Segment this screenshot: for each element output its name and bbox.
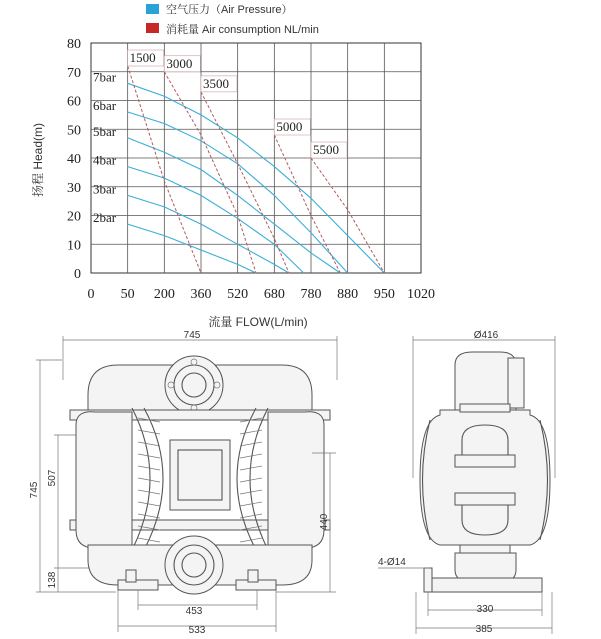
consumption-label-3500: 3500 xyxy=(203,75,229,91)
pressure-label-7bar: 7bar xyxy=(93,69,117,85)
consumption-label-1500: 1500 xyxy=(129,50,156,65)
performance-chart xyxy=(30,37,435,329)
rib-left xyxy=(138,430,160,434)
rib-right xyxy=(240,502,262,506)
legend-label-air-pressure: 空气压力（Air Pressure） xyxy=(166,4,293,16)
consumption-label-5500: 5500 xyxy=(313,142,339,157)
x-axis-label: 流量 FLOW(L/min) xyxy=(208,315,308,329)
y-tick-label: 70 xyxy=(67,65,81,81)
x-tick-label: 780 xyxy=(300,287,322,302)
x-tick-label: 950 xyxy=(373,287,395,302)
y-axis-label: 扬程 Head(m) xyxy=(31,122,45,198)
pressure-label-5bar: 5bar xyxy=(93,123,117,139)
dim-front-overall-width: 745 xyxy=(183,330,201,341)
x-tick-label: 200 xyxy=(153,287,175,302)
dim-front-lower-height: 440 xyxy=(319,513,330,531)
dim-side-flange-diameter: Ø416 xyxy=(473,330,499,341)
legend-swatch-air-consumption xyxy=(146,23,159,33)
x-tick-label: 880 xyxy=(337,287,359,302)
pressure-label-3bar: 3bar xyxy=(93,181,117,197)
x-tick-label: 1020 xyxy=(407,287,435,302)
x-tick-label: 520 xyxy=(227,287,249,302)
y-tick-label: 40 xyxy=(67,152,81,167)
y-tick-labels xyxy=(67,37,81,282)
front-view-drawing xyxy=(29,330,337,636)
dim-side-base-width: 385 xyxy=(475,624,493,635)
x-tick-label: 680 xyxy=(263,287,285,302)
consumption-label-3000: 3000 xyxy=(166,55,193,71)
rib-right xyxy=(240,478,262,482)
x-tick-label: 360 xyxy=(190,287,212,302)
x-tick-labels xyxy=(88,287,436,302)
dim-front-center-height: 507 xyxy=(47,469,58,487)
legend-swatch-air-pressure xyxy=(146,4,159,14)
legend-label-air-consumption: 消耗量 Air consumption NL/min xyxy=(166,24,319,36)
x-tick-label: 0 xyxy=(87,287,95,302)
y-tick-label: 10 xyxy=(67,238,81,254)
rib-right xyxy=(240,514,262,518)
rib-right xyxy=(240,454,262,458)
side-view-drawing xyxy=(378,330,555,635)
dim-front-base-height: 138 xyxy=(47,571,58,589)
rib-left xyxy=(138,514,160,518)
dim-front-overall-height: 745 xyxy=(29,481,40,499)
pressure-label-2bar: 2bar xyxy=(93,210,117,226)
pressure-line-2bar xyxy=(128,224,256,273)
rib-right xyxy=(240,442,262,446)
pressure-label-6bar: 6bar xyxy=(93,98,117,113)
dim-front-base-width: 533 xyxy=(188,625,206,636)
rib-left xyxy=(138,454,160,458)
y-tick-label: 60 xyxy=(67,94,81,110)
pressure-line-3bar xyxy=(128,195,289,273)
dim-front-inner-width: 453 xyxy=(185,606,203,617)
grid-lines xyxy=(91,43,421,273)
consumption-label-5000: 5000 xyxy=(276,119,303,134)
y-tick-label: 0 xyxy=(74,267,81,282)
rib-left xyxy=(138,442,160,446)
dim-side-inner-width: 330 xyxy=(476,604,494,615)
y-tick-label: 20 xyxy=(67,209,81,225)
y-tick-label: 50 xyxy=(67,123,81,139)
pressure-label-4bar: 4bar xyxy=(93,152,117,168)
y-tick-label: 80 xyxy=(67,37,81,52)
pressure-line-4bar xyxy=(128,167,304,273)
legend xyxy=(146,2,319,36)
rib-right xyxy=(240,430,262,434)
rib-left xyxy=(138,502,160,506)
y-tick-label: 30 xyxy=(67,180,81,196)
rib-left xyxy=(138,478,160,482)
x-tick-label: 50 xyxy=(120,287,135,302)
dim-side-hole-note: 4-Ø14 xyxy=(378,557,406,568)
